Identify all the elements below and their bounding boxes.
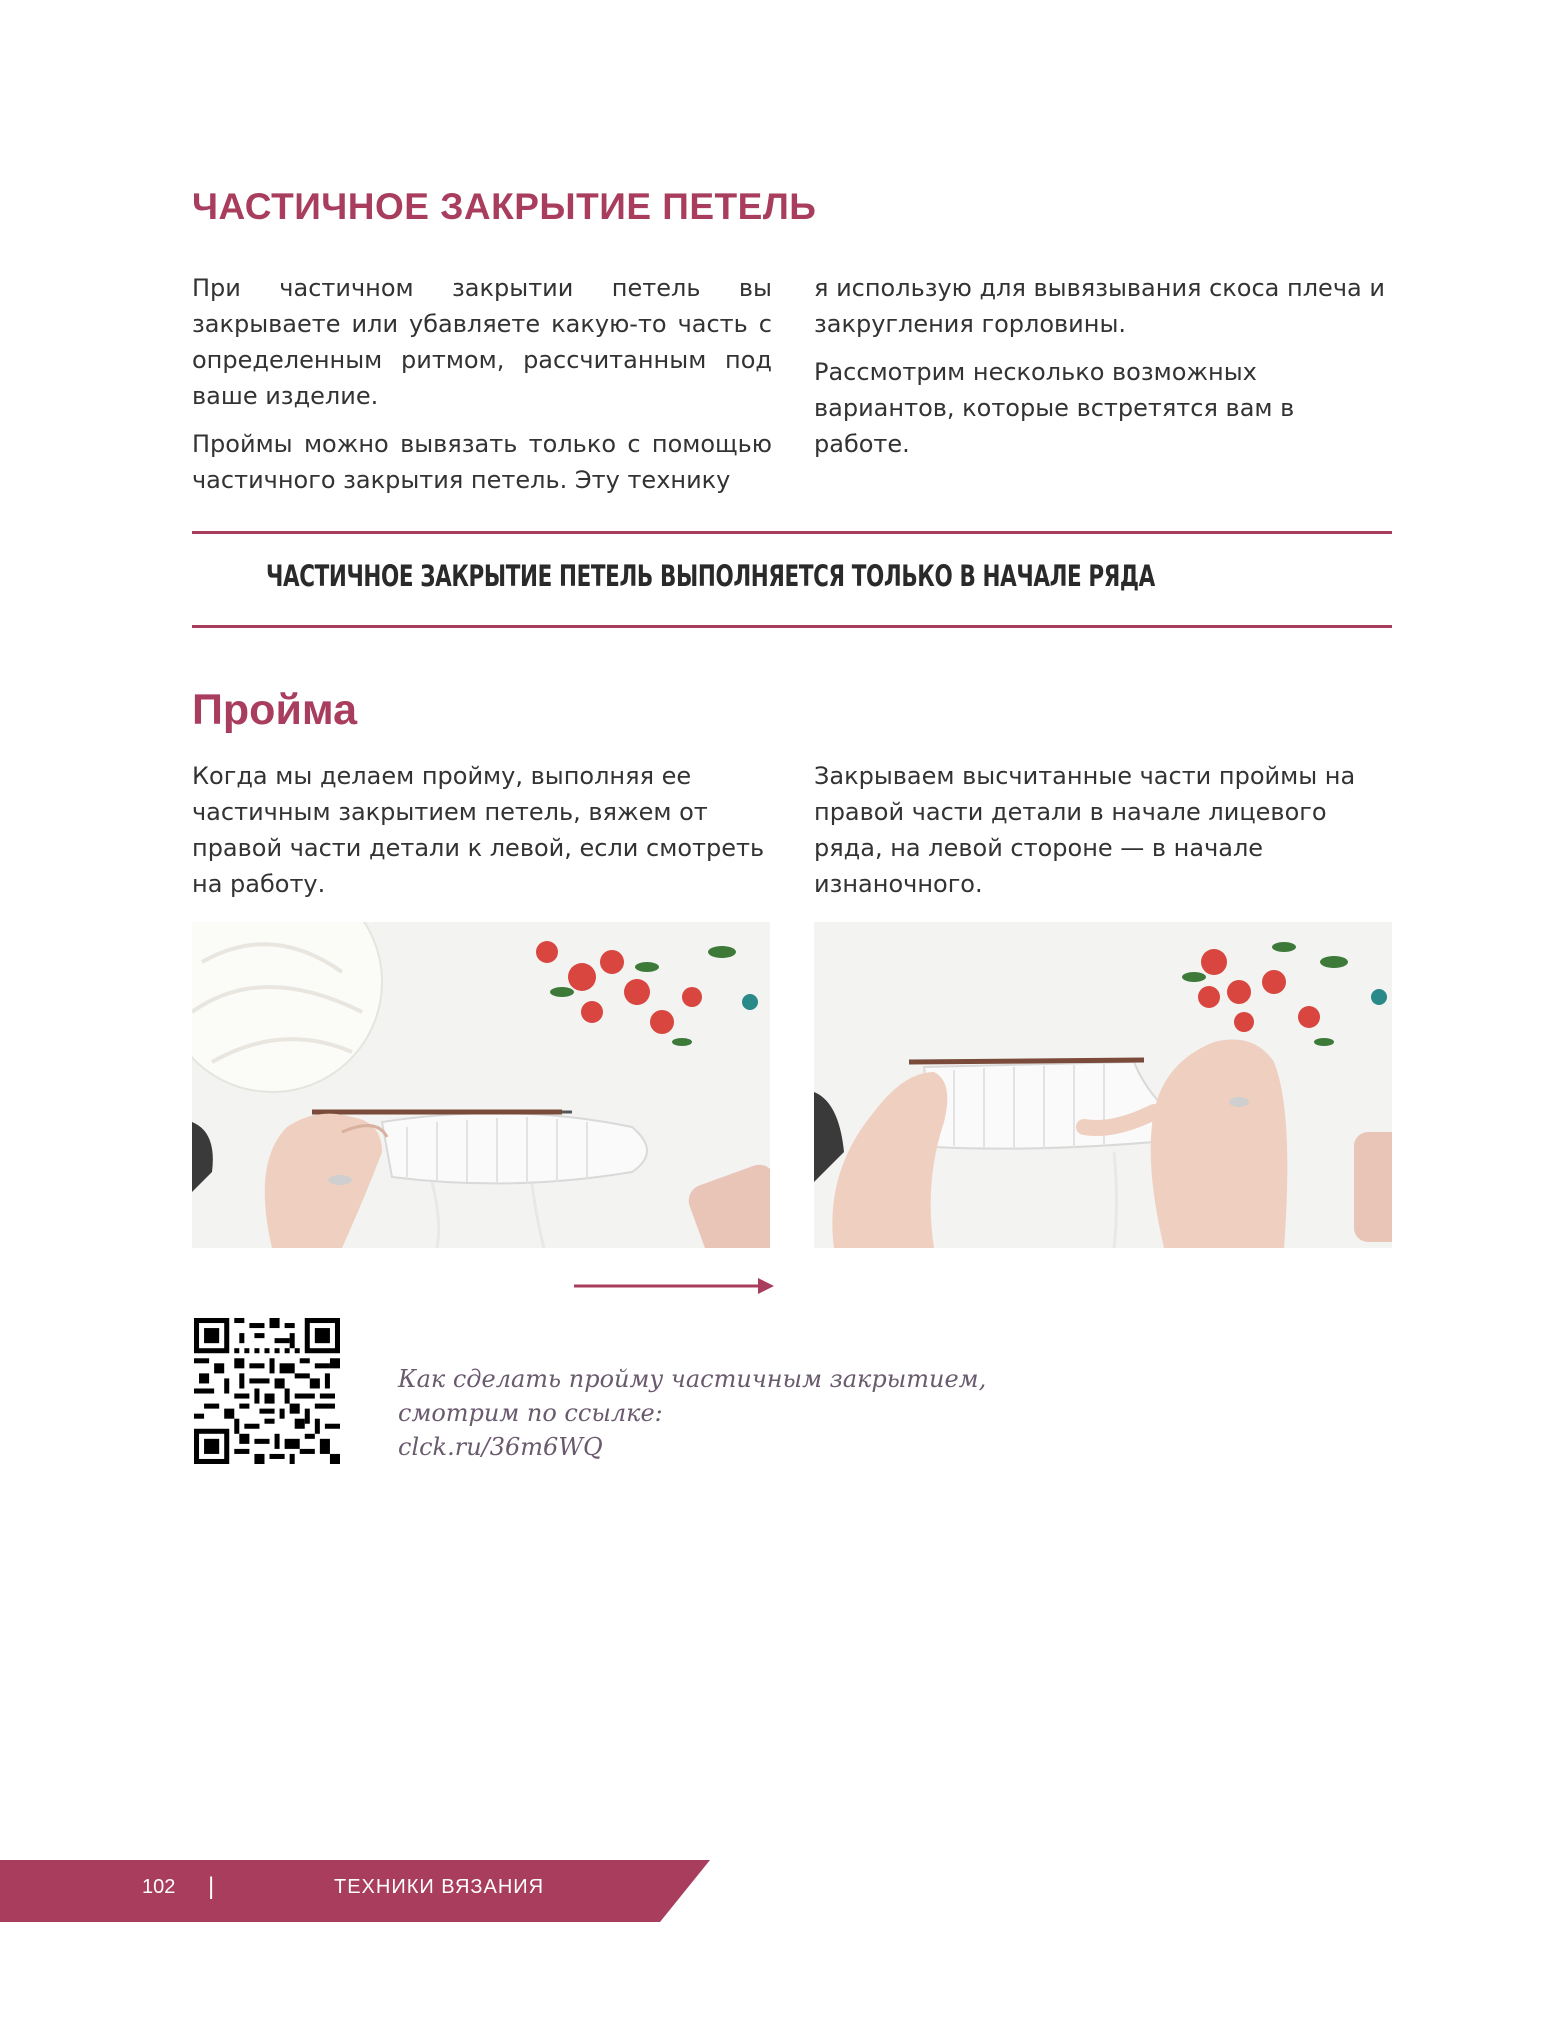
intro-paragraph: Проймы можно вывязать только с помощью частичного закрытия петель. Эту технику (192, 430, 772, 494)
link-caption-line: Как сделать пройму частичным закрытием, (398, 1365, 987, 1393)
knitting-photo-2-illustration (814, 922, 1392, 1248)
page-number: 102 (142, 1876, 176, 1898)
knitting-photo-1-illustration (192, 922, 770, 1248)
qr-code-icon[interactable] (194, 1318, 340, 1464)
subsection-title: Пройма (192, 686, 358, 734)
knitting-photo-1 (192, 922, 770, 1248)
video-link-caption (398, 1362, 998, 1464)
link-caption-line: смотрим по ссылке: (398, 1399, 663, 1427)
intro-paragraph: Рассмотрим несколько возможных вариантов, которые встретятся вам в работе. (814, 358, 1295, 458)
intro-paragraph: я использую для вывязывания скоса плеча и закругления горловины. (814, 274, 1385, 338)
callout-bottom-rule (192, 625, 1392, 628)
callout-top-rule (192, 531, 1392, 534)
section-title: ЧАСТИЧНОЕ ЗАКРЫТИЕ ПЕТЕЛЬ (192, 186, 817, 227)
footer-separator: | (208, 1873, 215, 1900)
footer-section-title: ТЕХНИКИ ВЯЗАНИЯ (334, 1876, 545, 1898)
knitting-photo-2 (814, 922, 1392, 1248)
video-link-url[interactable]: clck.ru/36m6WQ (398, 1433, 603, 1461)
intro-paragraph: При частичном закрытии петель вы закрываете или убавляете какую-то часть с определенным ритмом, рассчитанным под ваше изделие. (192, 274, 772, 410)
subsection-right-text: Закрываем высчитанные части проймы на правой части детали в начале лицевого ряда, на левой стороне — в начале изнаночного. (814, 762, 1356, 898)
intro-left-column (192, 270, 772, 510)
intro-right-column (814, 270, 1394, 474)
subsection-left-text: Когда мы делаем пройму, выполняя ее частичным закрытием петель, вяжем от правой части детали к левой, если смотреть на работу. (192, 762, 765, 898)
callout-text: ЧАСТИЧНОЕ ЗАКРЫТИЕ ПЕТЕЛЬ ВЫПОЛНЯЕТСЯ ТОЛЬКО В НАЧАЛЕ РЯДА (266, 559, 1155, 593)
arrow-right-icon (574, 1274, 774, 1298)
